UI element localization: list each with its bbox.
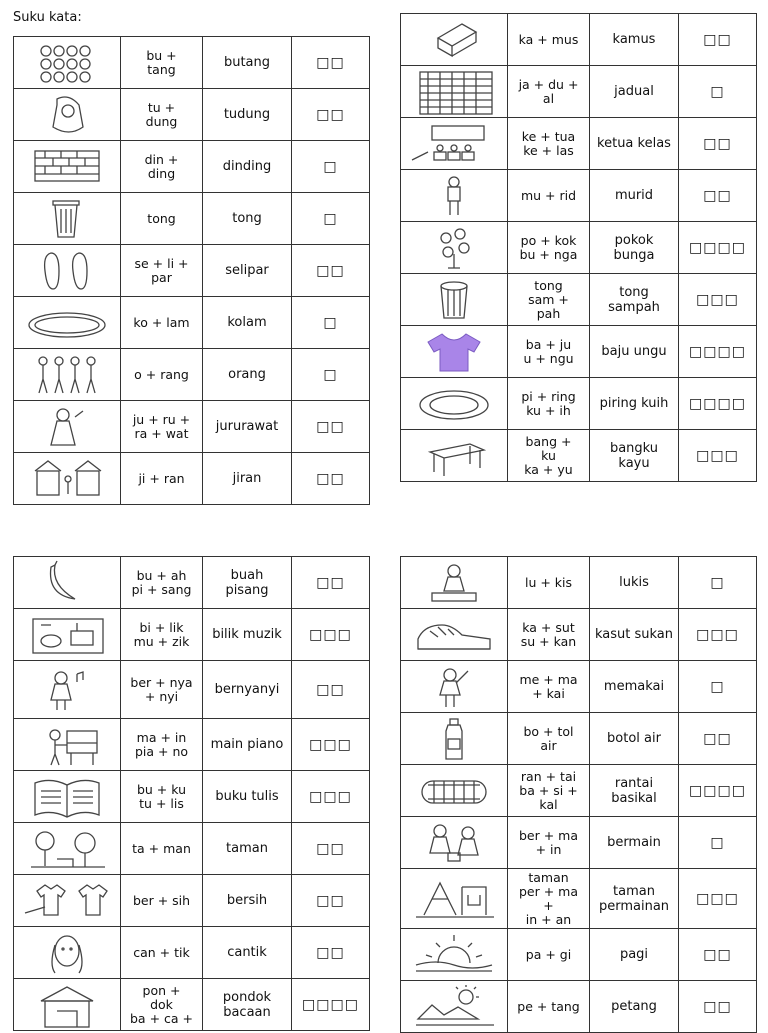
music-room-icon: [16, 611, 118, 659]
syllable-cell: ja + du + al: [508, 66, 590, 118]
checkbox-cell[interactable]: □□□□: [679, 326, 757, 378]
syllable-cell: bu + ku tu + lis: [121, 771, 203, 823]
table-row: [14, 609, 370, 661]
checkbox-cell[interactable]: □□: [292, 557, 370, 609]
table-row: [401, 170, 757, 222]
table-row: [14, 193, 370, 245]
checkbox-cell[interactable]: □□: [292, 875, 370, 927]
word-cell: memakai: [590, 661, 679, 713]
checkbox-cell[interactable]: □□: [679, 170, 757, 222]
word-cell: pokok bunga: [590, 222, 679, 274]
word-cell: orang: [203, 349, 292, 401]
purple-shirt-icon: [403, 328, 505, 376]
word-cell: rantai basikal: [590, 765, 679, 817]
table-row: [14, 661, 370, 719]
word-cell: piring kuih: [590, 378, 679, 430]
brick-wall-icon: [16, 143, 118, 191]
syllable-cell: ji + ran: [121, 453, 203, 505]
syllable-cell: ma + in pia + no: [121, 719, 203, 771]
slippers-icon: [16, 247, 118, 295]
plate-icon: [403, 380, 505, 428]
syllable-cell: mu + rid: [508, 170, 590, 222]
syllable-cell: tong: [121, 193, 203, 245]
checkbox-cell[interactable]: □□□: [292, 771, 370, 823]
playing-kids-icon: [403, 819, 505, 867]
syllable-cell: ka + mus: [508, 14, 590, 66]
syllable-cell: pon + dok ba + ca +: [121, 979, 203, 1031]
table-row: [401, 981, 757, 1033]
clean-shirt-icon: [16, 877, 118, 925]
checkbox-cell[interactable]: □□□: [679, 609, 757, 661]
word-cell: buah pisang: [203, 557, 292, 609]
syllable-cell: ber + ma + in: [508, 817, 590, 869]
syllable-cell: o + rang: [121, 349, 203, 401]
flower-plant-icon: [403, 224, 505, 272]
syllable-cell: din + ding: [121, 141, 203, 193]
word-cell: dinding: [203, 141, 292, 193]
checkbox-cell[interactable]: □□: [292, 37, 370, 89]
reading-hut-icon: [16, 981, 118, 1029]
word-cell: ketua kelas: [590, 118, 679, 170]
table-row: [14, 245, 370, 297]
piano-icon: [16, 721, 118, 769]
table-row: [401, 869, 757, 929]
table-row: [401, 817, 757, 869]
syllable-cell: bi + lik mu + zik: [121, 609, 203, 661]
checkbox-cell[interactable]: □□□: [292, 719, 370, 771]
word-cell: cantik: [203, 927, 292, 979]
word-cell: bermain: [590, 817, 679, 869]
trash-bin-icon: [403, 276, 505, 324]
pool-icon: [16, 299, 118, 347]
table-row: [401, 765, 757, 817]
checkbox-cell[interactable]: □□: [679, 713, 757, 765]
table-row: [401, 274, 757, 326]
word-cell: botol air: [590, 713, 679, 765]
syllable-cell: ta + man: [121, 823, 203, 875]
checkbox-cell[interactable]: □□□□: [679, 765, 757, 817]
sunrise-icon: [403, 931, 505, 979]
word-cell: tong: [203, 193, 292, 245]
word-cell: pondok bacaan: [203, 979, 292, 1031]
table-row: [401, 118, 757, 170]
table-row: [14, 823, 370, 875]
table-row: [401, 557, 757, 609]
checkbox-cell[interactable]: □□□: [679, 430, 757, 482]
table-row: [14, 719, 370, 771]
word-cell: bilik muzik: [203, 609, 292, 661]
syllable-cell: ran + tai ba + si + kal: [508, 765, 590, 817]
word-cell: bernyanyi: [203, 661, 292, 719]
classroom-icon: [403, 120, 505, 168]
table-row: [401, 378, 757, 430]
student-icon: [403, 172, 505, 220]
banana-icon: [16, 559, 118, 607]
bench-icon: [403, 432, 505, 480]
checkbox-cell[interactable]: □: [679, 817, 757, 869]
word-cell: jiran: [203, 453, 292, 505]
word-cell: baju ungu: [590, 326, 679, 378]
syllable-table-2: [400, 13, 757, 482]
table-row: [14, 141, 370, 193]
pretty-girl-icon: [16, 929, 118, 977]
table-row: [14, 927, 370, 979]
syllable-cell: taman per + ma + in + an: [508, 869, 590, 929]
table-row: [401, 609, 757, 661]
page-heading: Suku kata:: [13, 10, 82, 25]
syllable-cell: tu + dung: [121, 89, 203, 141]
trash-can-icon: [16, 195, 118, 243]
syllable-cell: bu + ah pi + sang: [121, 557, 203, 609]
checkbox-cell[interactable]: □□: [292, 927, 370, 979]
table-row: [401, 222, 757, 274]
syllable-cell: se + li + par: [121, 245, 203, 297]
word-cell: petang: [590, 981, 679, 1033]
park-icon: [16, 825, 118, 873]
table-row: [401, 66, 757, 118]
checkbox-cell[interactable]: □□: [679, 14, 757, 66]
syllable-cell: ke + tua ke + las: [508, 118, 590, 170]
table-row: [401, 929, 757, 981]
checkbox-cell[interactable]: □: [679, 661, 757, 713]
singing-girl-icon: [16, 666, 118, 714]
table-row: [14, 349, 370, 401]
table-row: [14, 453, 370, 505]
table-row: [14, 771, 370, 823]
syllable-table-3: [13, 556, 370, 1031]
checkbox-cell[interactable]: □: [292, 193, 370, 245]
word-cell: murid: [590, 170, 679, 222]
table-row: [14, 875, 370, 927]
word-cell: kasut sukan: [590, 609, 679, 661]
buttons-icon: [16, 39, 118, 87]
timetable-icon: [403, 68, 505, 116]
syllable-cell: pe + tang: [508, 981, 590, 1033]
word-cell: kamus: [590, 14, 679, 66]
word-cell: bersih: [203, 875, 292, 927]
checkbox-cell[interactable]: □□□□: [679, 378, 757, 430]
playground-icon: [403, 875, 505, 923]
checkbox-cell[interactable]: □□□: [292, 609, 370, 661]
table-row: [401, 661, 757, 713]
checkbox-cell[interactable]: □: [292, 349, 370, 401]
word-cell: lukis: [590, 557, 679, 609]
neighbours-icon: [16, 455, 118, 503]
checkbox-cell[interactable]: □□: [292, 401, 370, 453]
drawing-boy-icon: [403, 559, 505, 607]
table-row: [14, 89, 370, 141]
checkbox-cell[interactable]: □□□□: [292, 979, 370, 1031]
sunset-icon: [403, 983, 505, 1031]
checkbox-cell[interactable]: □□: [292, 245, 370, 297]
dressing-boy-icon: [403, 663, 505, 711]
checkbox-cell[interactable]: □□: [679, 981, 757, 1033]
checkbox-cell[interactable]: □□: [679, 929, 757, 981]
water-bottle-icon: [403, 715, 505, 763]
syllable-table-4: [400, 556, 757, 1033]
checkbox-cell[interactable]: □: [679, 66, 757, 118]
syllable-cell: ka + sut su + kan: [508, 609, 590, 661]
word-cell: taman permainan: [590, 869, 679, 929]
table-row: [14, 557, 370, 609]
checkbox-cell[interactable]: □□: [292, 89, 370, 141]
word-cell: tudung: [203, 89, 292, 141]
table-row: [401, 326, 757, 378]
word-cell: bangku kayu: [590, 430, 679, 482]
checkbox-cell[interactable]: □□: [292, 661, 370, 719]
bicycle-chain-icon: [403, 767, 505, 815]
syllable-cell: can + tik: [121, 927, 203, 979]
syllable-cell: me + ma + kai: [508, 661, 590, 713]
word-cell: tong sampah: [590, 274, 679, 326]
checkbox-cell[interactable]: □□□: [679, 869, 757, 929]
syllable-cell: ko + lam: [121, 297, 203, 349]
syllable-cell: pi + ring ku + ih: [508, 378, 590, 430]
syllable-cell: bu + tang: [121, 37, 203, 89]
checkbox-cell[interactable]: □□: [292, 453, 370, 505]
sport-shoe-icon: [403, 611, 505, 659]
people-icon: [16, 351, 118, 399]
checkbox-cell[interactable]: □□: [292, 823, 370, 875]
checkbox-cell[interactable]: □: [679, 557, 757, 609]
syllable-table-1: [13, 36, 370, 505]
table-row: [14, 401, 370, 453]
syllable-cell: bang + ku ka + yu: [508, 430, 590, 482]
syllable-cell: ba + ju u + ngu: [508, 326, 590, 378]
notebook-icon: [16, 773, 118, 821]
word-cell: taman: [203, 823, 292, 875]
word-cell: pagi: [590, 929, 679, 981]
nurse-icon: [16, 403, 118, 451]
syllable-cell: ber + sih: [121, 875, 203, 927]
syllable-cell: ju + ru + ra + wat: [121, 401, 203, 453]
table-row: [14, 979, 370, 1031]
syllable-cell: ber + nya + nyi: [121, 661, 203, 719]
syllable-cell: lu + kis: [508, 557, 590, 609]
table-row: [401, 14, 757, 66]
syllable-cell: bo + tol air: [508, 713, 590, 765]
word-cell: butang: [203, 37, 292, 89]
word-cell: buku tulis: [203, 771, 292, 823]
word-cell: kolam: [203, 297, 292, 349]
word-cell: main piano: [203, 719, 292, 771]
syllable-cell: tong sam + pah: [508, 274, 590, 326]
table-row: [401, 430, 757, 482]
syllable-cell: po + kok bu + nga: [508, 222, 590, 274]
checkbox-cell[interactable]: □□: [679, 118, 757, 170]
word-cell: jururawat: [203, 401, 292, 453]
word-cell: jadual: [590, 66, 679, 118]
syllable-cell: pa + gi: [508, 929, 590, 981]
checkbox-cell[interactable]: □: [292, 297, 370, 349]
table-row: [401, 713, 757, 765]
table-row: [14, 297, 370, 349]
checkbox-cell[interactable]: □□□□: [679, 222, 757, 274]
dictionary-icon: [403, 16, 505, 64]
table-row: [14, 37, 370, 89]
word-cell: selipar: [203, 245, 292, 297]
headscarf-icon: [16, 91, 118, 139]
checkbox-cell[interactable]: □: [292, 141, 370, 193]
checkbox-cell[interactable]: □□□: [679, 274, 757, 326]
